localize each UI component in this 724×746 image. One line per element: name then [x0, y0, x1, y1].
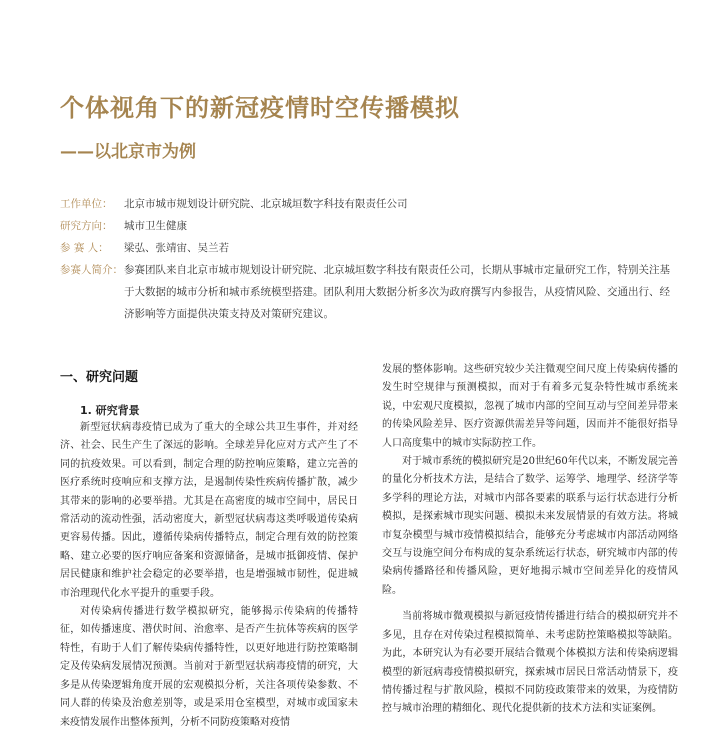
unit-row: [60, 193, 680, 215]
left-column: [60, 419, 358, 732]
direction-label: 研究方向：: [60, 220, 113, 232]
right-column: [382, 361, 678, 719]
participants-label: 参 赛 人：: [60, 242, 109, 254]
subsection-heading: 1. 研究背景: [80, 404, 140, 417]
bio-value: 参赛团队来自北京市城市规划设计研究院、北京城垣数字科技有限责任公司，长期从事城市定量研究工作，特别关注基于大数据的城市分析和城市系统模型搭建。团队利用大数据分析多次为政府撰写内参报告，从疫情风险、交通出行、经济影响等方面提供决策支持及对策研究建议。: [124, 264, 670, 320]
bio-row: [60, 259, 680, 325]
left-paragraph-1: 新型冠状病毒疫情已成为了重大的全球公共卫生事件，并对经济、社会、民生产生了深远的影响。全球差异化应对方式产生了不同的抗疫效果。可以看到，制定合理的防控响应策略，建立完善的医疗系统时疫响应和支撑方法，是遏制传染性疾病传播扩散，减少其带来的影响的必要举措。尤其是在高密度的城市空间中，居民日常活动的流动性强，活动密度大，新型冠状病毒这类呼吸道传染病更容易传播。因此，遵循传染病传播特点，制定合理有效的防控策略、建立必要的医疗响应备案和资源储备，是城市抵御疫情、保护居民健康和维护社会稳定的必要举措，也是增强城市韧性，促进城市治理现代化水平提升的重要手段。: [60, 422, 358, 599]
unit-label: 工作单位：: [60, 198, 113, 210]
right-paragraph-2: 对于城市系统的模拟研究是20世纪60年代以来，不断发展完善的量化分析技术方法，是结合了数学、运筹学、地理学、经济学等多学科的理论方法，对城市内部各要素的联系与运行状态进行分析模拟，是探索城市现实问题、模拟未来发展情景的有效方法。将城市复杂模型与城市疫情模拟结合，能够充分考虑城市内部活动网络交互与设施空间分布构成的复杂系统运行状态，研究城市内部的传染病传播路径和传播风险，更好地揭示城市空间差异化的疫情风险。: [382, 456, 678, 596]
author-info: [60, 193, 680, 325]
right-paragraph-3: 当前将城市微观模拟与新冠疫情传播进行结合的模拟研究并不多见，且存在对传染过程模拟简单、未考虑防控策略模拟等缺陷。为此，本研究认为有必要开展结合微观个体模拟方法和传染病逻辑模型的新冠病毒疫情模拟研究，探索城市居民日常活动情景下，疫情传播过程与扩散风险，模拟不同防疫政策带来的效果，为疫情防控与城市治理的精细化、现代化提供新的技术方法和实证案例。: [382, 611, 678, 715]
right-paragraph-1: 发展的整体影响。这些研究较少关注微观空间尺度上传染病传播的发生时空规律与预测模拟，而对于有着多元复杂特性城市系统来说，中宏观尺度模拟，忽视了城市内部的空间互动与空间差异带来的传染风险差异、医疗资源供需差异等问题，因而并不能很好指导人口高度集中的城市实际防控工作。: [382, 364, 678, 449]
article-subtitle: ——以北京市为例: [60, 142, 196, 162]
bio-label: 参赛人简介：: [60, 264, 123, 276]
direction-value: 城市卫生健康: [124, 220, 187, 232]
left-paragraph-2: 对传染病传播进行数学模拟研究，能够揭示传染病的传播特征，如传播速度、潜伏时间、治愈率、是否产生抗体等疾病的医学特性，有助于人们了解传染病传播特性，以更好地进行防控策略制定及传染病发展情况预测。当前对于新型冠状病毒疫情的研究，大多是从传染逻辑角度开展的宏观模拟分析，关注各项传染参数、不同人群的传染及治愈差别等，或是采用仓室模型，对城市或国家未来疫情发展作出整体预判，分析不同防疫策略对疫情: [60, 606, 358, 728]
paragraph-gap: [382, 600, 678, 608]
unit-value: 北京市城市规划设计研究院、北京城垣数字科技有限责任公司: [124, 198, 408, 210]
section-heading: 一、研究问题: [60, 370, 139, 385]
participants-value: 梁弘、张靖宙、吴兰若: [124, 242, 229, 254]
article-title: 个体视角下的新冠疫情时空传播模拟: [60, 94, 460, 122]
direction-row: [60, 215, 680, 237]
participants-row: [60, 237, 680, 259]
